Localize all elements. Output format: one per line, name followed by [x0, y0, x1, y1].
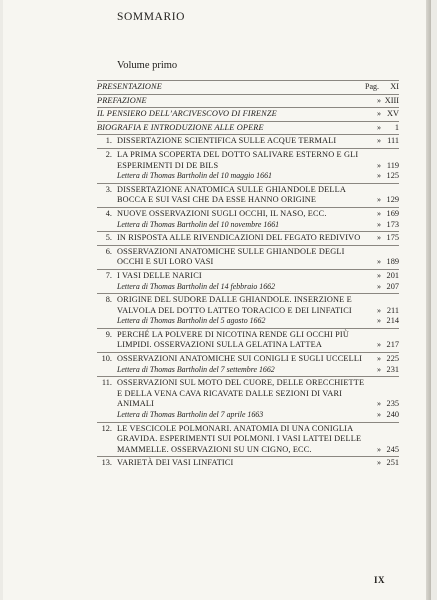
entry-page: 175 [386, 233, 399, 243]
toc-letter-entry [97, 410, 399, 421]
ditto-mark: » [377, 399, 381, 409]
toc-entry [97, 148, 399, 171]
ditto-mark: » [377, 233, 381, 243]
page-edge-shadow [426, 0, 431, 600]
ditto-mark: » [377, 160, 381, 170]
entry-number: 13. [101, 458, 112, 468]
entry-page: 211 [386, 305, 399, 315]
entry-page: 173 [386, 219, 399, 229]
toc-letter-entry [97, 316, 399, 327]
ditto-mark: » [377, 444, 381, 454]
entry-page: XV [387, 109, 399, 119]
ditto-mark: » [377, 354, 381, 364]
entry-page: 125 [386, 171, 399, 181]
entry-title: I VASI DELLE NARICI [117, 270, 202, 280]
entry-title: OSSERVAZIONI ANATOMICHE SULLE GHIANDOLE DEGLI OCCHI E SUI LORO VASI [117, 246, 345, 267]
book-page [3, 0, 431, 600]
toc-entry [97, 422, 399, 456]
entry-number: 3. [105, 184, 112, 194]
ditto-mark: » [377, 136, 381, 146]
toc-entry [97, 293, 399, 316]
entry-title: IL PENSIERO DELL’ARCIVESCOVO DI FIRENZE [97, 109, 277, 119]
ditto-mark: » [377, 171, 381, 181]
entry-title: DISSERTAZIONE SCIENTIFICA SULLE ACQUE TERMALI [117, 136, 337, 146]
toc-entry [97, 107, 399, 120]
entry-letter-reference: Lettera di Thomas Bartholin del 14 febbraio 1662 [117, 281, 276, 291]
entry-page: 169 [386, 208, 399, 218]
toc-entry [97, 94, 399, 107]
ditto-mark: » [377, 219, 381, 229]
ditto-mark: » [377, 109, 381, 119]
entry-page: 225 [386, 354, 399, 364]
entry-page: 245 [386, 444, 399, 454]
ditto-mark: » [377, 340, 381, 350]
toc-letter-entry [97, 282, 399, 293]
toc-entry [97, 269, 399, 282]
entry-number: 2. [105, 149, 112, 159]
entry-page: 207 [386, 281, 399, 291]
toc-entry [97, 231, 399, 244]
entry-title: LE VESCICOLE POLMONARI. ANATOMIA DI UNA CONIGLIA GRAVIDA. ESPERIMENTI SUI POLMONI. I VASI LATTEI DELLE MAMMELLE. OSSERVAZIONI SU UN CIGNO, ECC. [117, 423, 362, 454]
entry-title: LA PRIMA SCOPERTA DEL DOTTO SALIVARE ESTERNO E GLI ESPERIMENTI DI DE BILS [117, 149, 359, 170]
entry-number: 8. [105, 295, 112, 305]
entry-title: OSSERVAZIONI ANATOMICHE SUI CONIGLI E SUGLI UCCELLI [117, 354, 362, 364]
ditto-mark: » [377, 257, 381, 267]
toc-entry [97, 121, 399, 134]
page-number: IX [374, 575, 386, 585]
toc-entry [97, 134, 399, 147]
ditto-mark: » [377, 195, 381, 205]
entry-number: 10. [101, 354, 112, 364]
entry-page: 201 [386, 270, 399, 280]
toc-entry [97, 352, 399, 365]
entry-number: 6. [105, 246, 112, 256]
toc-entry [97, 207, 399, 220]
entry-page: 129 [386, 195, 399, 205]
entry-title: IN RISPOSTA ALLE RIVENDICAZIONI DEL FEGATO REDIVIVO [117, 233, 361, 243]
ditto-mark: » [377, 364, 381, 374]
entry-number: 9. [105, 329, 112, 339]
entry-page: 240 [386, 410, 399, 420]
toc-entry [97, 245, 399, 268]
entry-title: OSSERVAZIONI SUL MOTO DEL CUORE, DELLE ORECCHIETTE E DELLA VENA CAVA RICAVATE DALLE SEZIONI DI VARI ANIMALI [117, 378, 365, 409]
ditto-mark: » [377, 281, 381, 291]
entry-page: 214 [386, 316, 399, 326]
entry-page: 111 [387, 136, 399, 146]
toc-entry [97, 456, 399, 469]
entry-number: 11. [101, 378, 112, 388]
toc-letter-entry [97, 171, 399, 182]
entry-page: 119 [386, 160, 399, 170]
toc-letter-entry [97, 365, 399, 376]
entry-title: VARIETÀ DEI VASI LINFATICI [117, 458, 234, 468]
ditto-mark: » [377, 316, 381, 326]
entry-page: XI [390, 82, 399, 91]
ditto-mark: » [377, 410, 381, 420]
toc-entry [97, 183, 399, 206]
entry-title: PERCHÉ LA POLVERE DI NICOTINA RENDE GLI OCCHI PIÙ LIMPIDI. OSSERVAZIONI SULLA GELATINA LATTEA [117, 329, 349, 350]
entry-title: ORIGINE DEL SUDORE DALLE GHIANDOLE. INSERZIONE E VALVOLA DEL DOTTO LATTEO TORACICO E DEI LINFATICI [117, 295, 352, 315]
toc-entry [97, 80, 399, 93]
ditto-mark: » [377, 122, 381, 132]
volume-title: Volume primo [117, 60, 178, 71]
page-heading: SOMMARIO [117, 11, 186, 23]
entry-letter-reference: Lettera di Thomas Bartholin del 7 settembre 1662 [117, 364, 275, 374]
entry-number: 1. [105, 136, 112, 146]
entry-number: 12. [101, 423, 112, 433]
entry-number: 4. [105, 208, 112, 218]
entry-page: 217 [386, 340, 399, 350]
entry-page: 1 [394, 122, 399, 132]
entry-letter-reference: Lettera di Thomas Bartholin del 10 novembre 1661 [117, 219, 280, 229]
ditto-mark: » [377, 208, 381, 218]
entry-title: NUOVE OSSERVAZIONI SUGLI OCCHI, IL NASO, ECC. [117, 208, 327, 218]
table-of-contents [97, 80, 399, 469]
entry-title: DISSERTAZIONE ANATOMICA SULLE GHIANDOLE DELLA BOCCA E SUI VASI CHE DA ESSE HANNO ORIGINE [117, 184, 346, 205]
entry-page: XIII [384, 95, 399, 105]
entry-letter-reference: Lettera di Thomas Bartholin del 7 aprile 1663 [117, 410, 264, 420]
ditto-mark: » [377, 95, 381, 105]
entry-letter-reference: Lettera di Thomas Bartholin del 10 maggio 1661 [117, 171, 272, 181]
entry-page: 235 [386, 399, 399, 409]
entry-page: 231 [386, 364, 399, 374]
ditto-mark: » [377, 458, 381, 468]
toc-entry [97, 376, 399, 410]
entry-number: 7. [105, 270, 112, 280]
page-column-label: Pag. [365, 82, 379, 91]
entry-title: PRESENTAZIONE [97, 82, 162, 91]
toc-entry [97, 328, 399, 351]
entry-title: PREFAZIONE [97, 95, 147, 105]
entry-title: BIOGRAFIA E INTRODUZIONE ALLE OPERE [97, 122, 264, 132]
entry-page: 189 [386, 257, 399, 267]
entry-number: 5. [105, 233, 112, 243]
entry-page: 251 [386, 458, 399, 468]
toc-letter-entry [97, 220, 399, 231]
entry-letter-reference: Lettera di Thomas Bartholin del 5 agosto 1662 [117, 316, 266, 326]
ditto-mark: » [377, 305, 381, 315]
ditto-mark: » [377, 270, 381, 280]
